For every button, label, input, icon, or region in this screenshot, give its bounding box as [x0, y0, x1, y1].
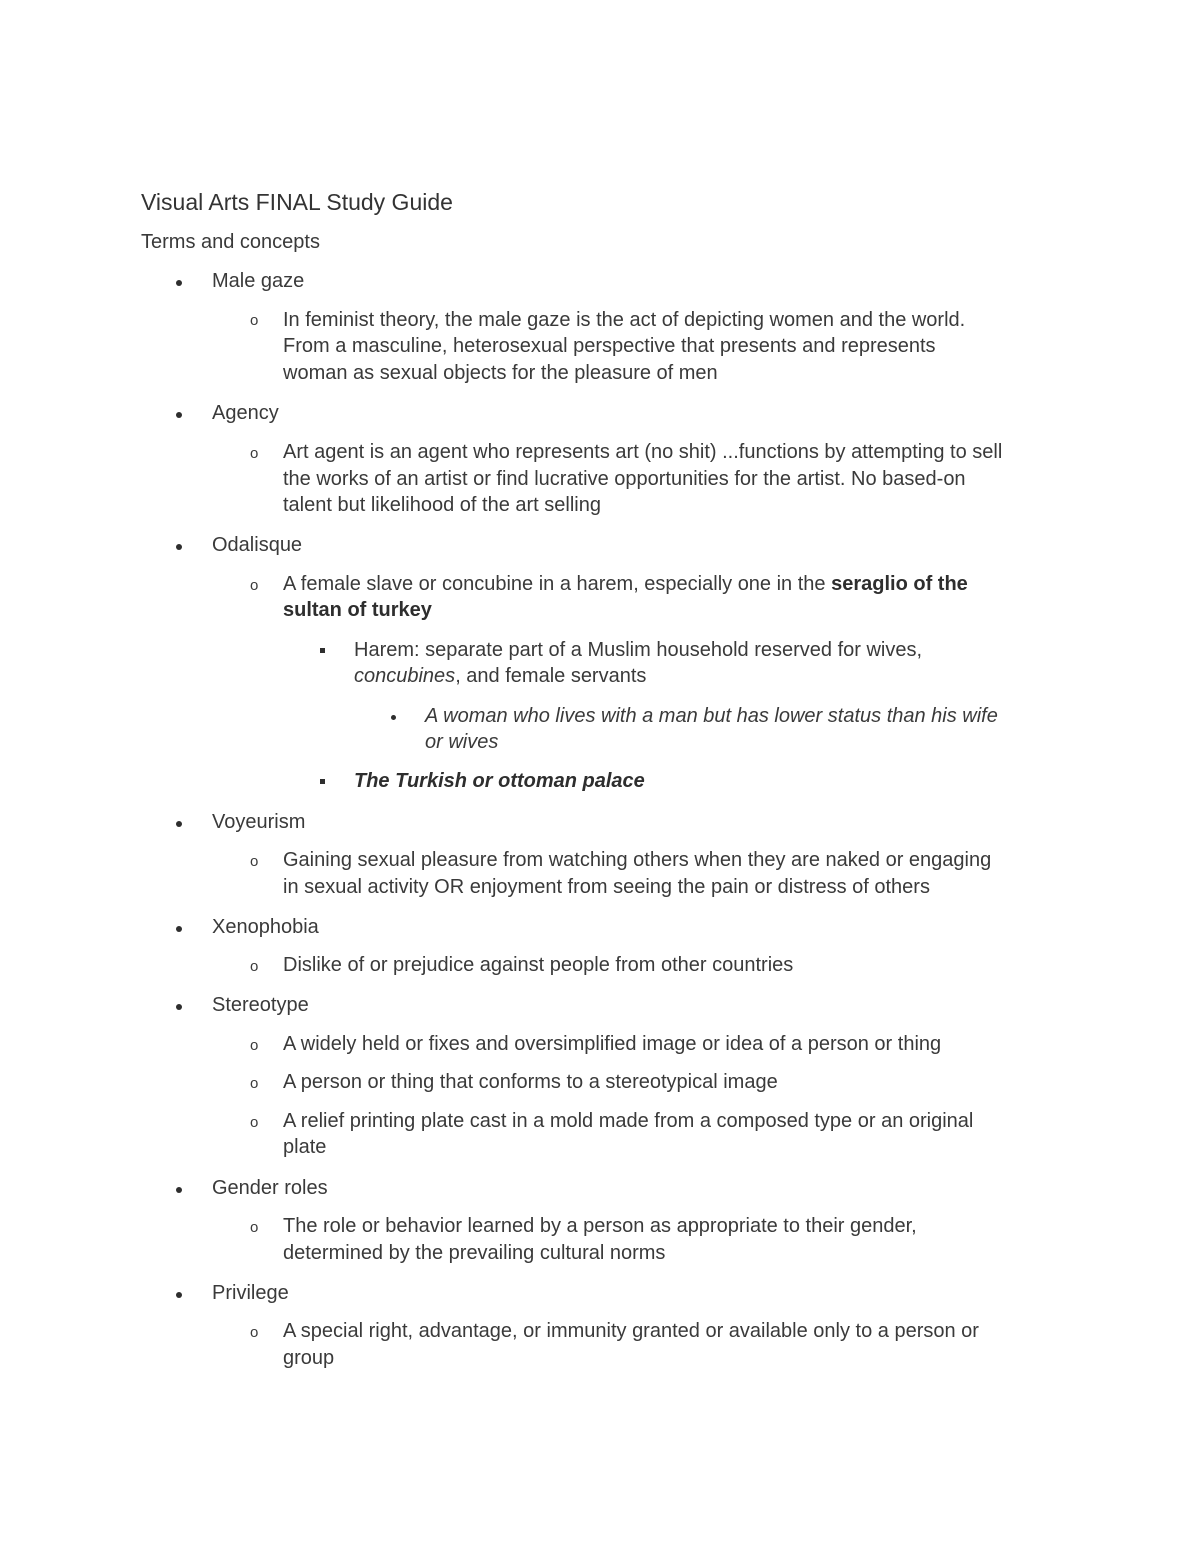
definition-bold-italic-text: The Turkish or ottoman palace	[354, 770, 645, 792]
definition-line: in sexual activity OR enjoyment from seeing the pain or distress of others	[283, 876, 930, 898]
sub-bullet-icon: o	[250, 1219, 259, 1236]
sub-bullet-icon: o	[250, 445, 259, 462]
seraglio-definition-line	[354, 768, 645, 795]
definition-bold-text: sultan of turkey	[283, 599, 432, 621]
definition-text: , and female servants	[455, 665, 647, 687]
bullet-icon	[176, 926, 182, 932]
definition-line: A person or thing that conforms to a stereotypical image	[283, 1071, 778, 1093]
definition-line: Art agent is an agent who represents art (no shit) ...functions by attempting to sell	[283, 441, 1003, 463]
concubine-definition-line	[425, 729, 498, 756]
definition-italic-text: A woman who lives with a man but has lower status than his wife	[425, 705, 998, 727]
definition-line: A widely held or fixes and oversimplified image or idea of a person or thing	[283, 1033, 942, 1055]
term-odalisque: Odalisque	[212, 534, 303, 556]
definition-line: group	[283, 1347, 335, 1369]
definition-line: From a masculine, heterosexual perspective that presents and represents	[283, 335, 936, 357]
definition-line: plate	[283, 1136, 327, 1158]
section-heading: Terms and concepts	[141, 231, 320, 253]
definition-line: Dislike of or prejudice against people from other countries	[283, 954, 794, 976]
definition-line: determined by the prevailing cultural norms	[283, 1242, 666, 1264]
term-stereotype: Stereotype	[212, 994, 309, 1016]
bullet-icon	[176, 1292, 182, 1298]
sub-bullet-icon: o	[250, 312, 259, 329]
sub-bullet-icon: o	[250, 1114, 259, 1131]
sub-bullet-icon: o	[250, 577, 259, 594]
definition-italic-text: concubines	[354, 665, 456, 687]
definition-line	[283, 571, 968, 598]
definition-line: In feminist theory, the male gaze is the act of depicting women and the world.	[283, 309, 966, 331]
definition-line: talent but likelihood of the art selling	[283, 494, 601, 516]
definition-line: the works of an artist or find lucrative opportunities for the artist. No based-on	[283, 468, 966, 490]
term-voyeurism: Voyeurism	[212, 811, 306, 833]
sub-bullet-icon: o	[250, 1037, 259, 1054]
term-male-gaze: Male gaze	[212, 270, 305, 292]
document-title: Visual Arts FINAL Study Guide	[141, 189, 453, 215]
definition-bold-text: seraglio of the	[831, 573, 968, 595]
sub-bullet-icon: o	[250, 1324, 259, 1341]
square-bullet-icon	[320, 648, 325, 653]
definition-line	[283, 597, 432, 624]
bullet-icon	[176, 280, 182, 286]
term-xenophobia: Xenophobia	[212, 916, 319, 938]
bullet-icon	[391, 715, 396, 720]
definition-text: A female slave or concubine in a harem, especially one in the	[283, 573, 832, 595]
sub-bullet-icon: o	[250, 853, 259, 870]
harem-definition-line	[354, 663, 646, 690]
sub-bullet-icon: o	[250, 958, 259, 975]
term-gender-roles: Gender roles	[212, 1177, 328, 1199]
bullet-icon	[176, 412, 182, 418]
bullet-icon	[176, 544, 182, 550]
definition-line: The role or behavior learned by a person as appropriate to their gender,	[283, 1215, 917, 1237]
bullet-icon	[176, 821, 182, 827]
definition-line: A special right, advantage, or immunity granted or available only to a person or	[283, 1320, 979, 1342]
definition-line: A relief printing plate cast in a mold made from a composed type or an original	[283, 1110, 974, 1132]
harem-definition-line: Harem: separate part of a Muslim household reserved for wives,	[354, 639, 923, 661]
bullet-icon	[176, 1004, 182, 1010]
term-agency: Agency	[212, 402, 279, 424]
term-privilege: Privilege	[212, 1282, 289, 1304]
bullet-icon	[176, 1187, 182, 1193]
definition-line: woman as sexual objects for the pleasure of men	[283, 362, 718, 384]
definition-italic-text: or wives	[425, 731, 499, 753]
concubine-definition-line	[425, 703, 998, 730]
sub-bullet-icon: o	[250, 1075, 259, 1092]
square-bullet-icon	[320, 779, 325, 784]
definition-line: Gaining sexual pleasure from watching others when they are naked or engaging	[283, 849, 992, 871]
